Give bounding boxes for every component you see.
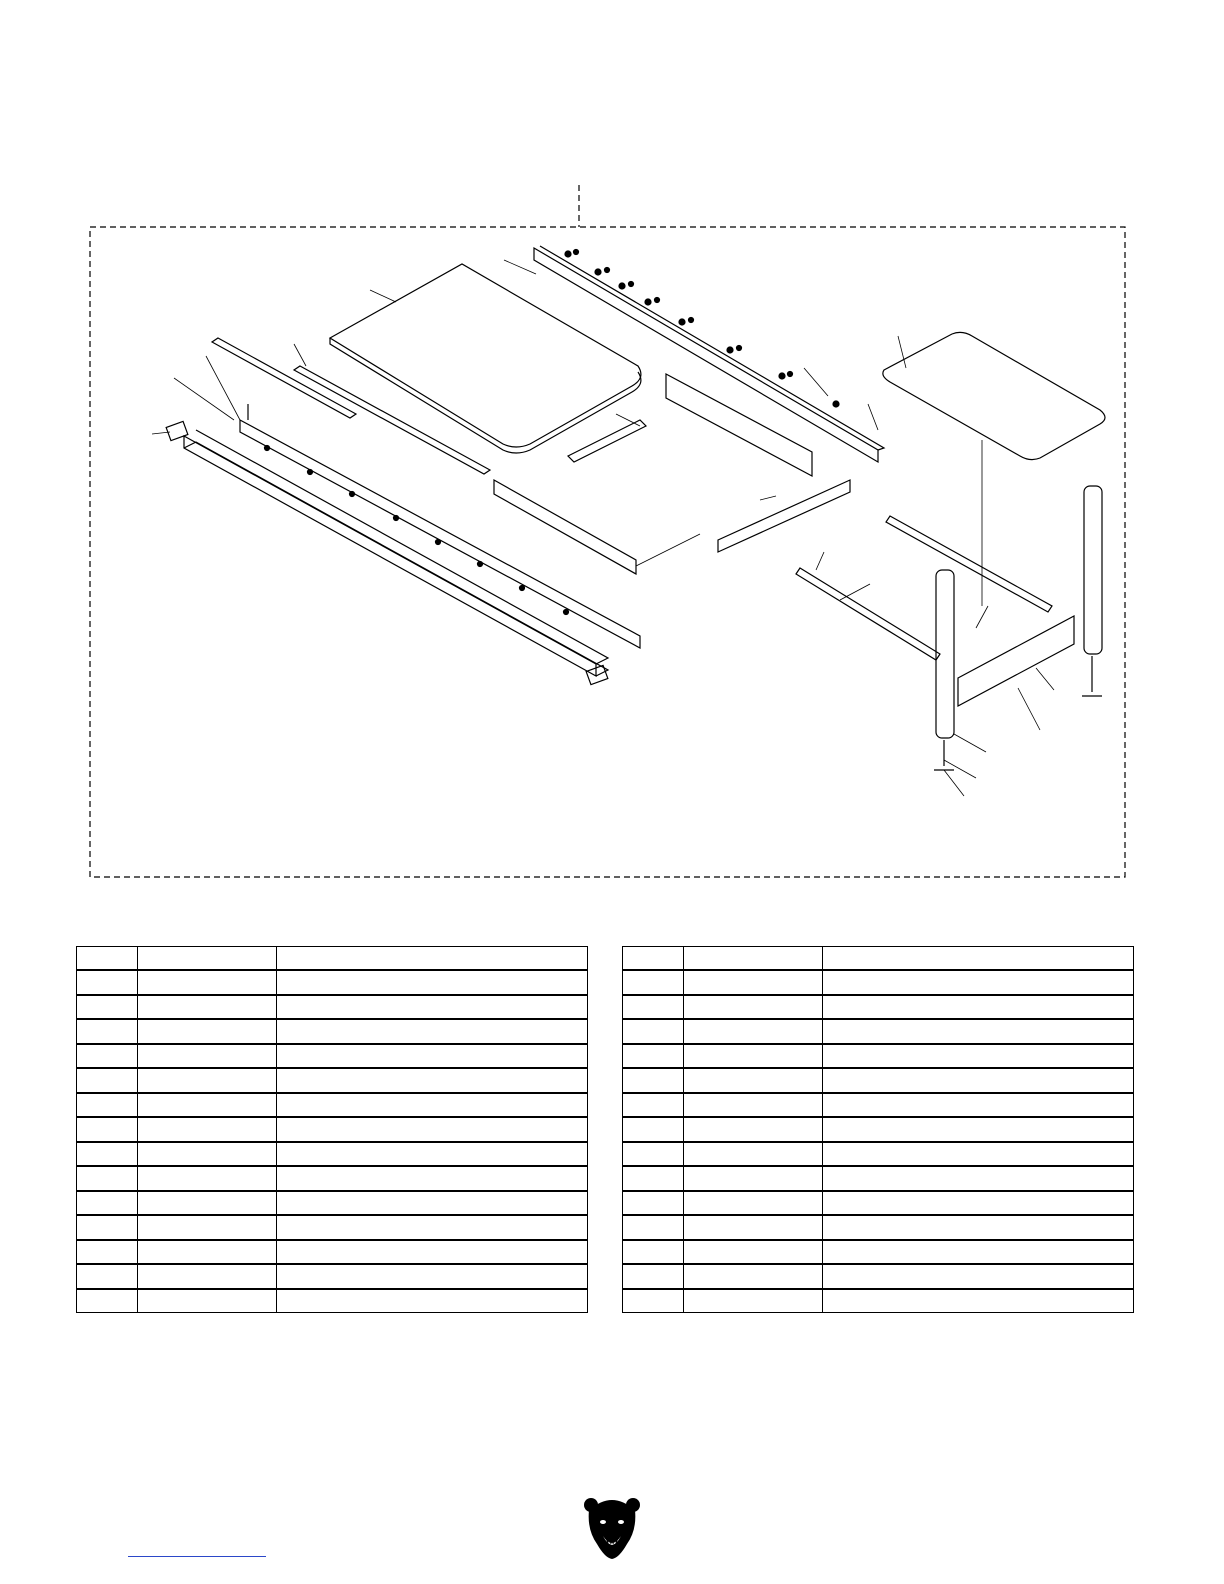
table-row (77, 1264, 588, 1289)
table-row (623, 1117, 1134, 1142)
front-rail (166, 421, 608, 684)
leg-front (934, 570, 954, 770)
table-row (623, 1093, 1134, 1118)
rear-rail (534, 246, 884, 462)
table-row (623, 970, 1134, 995)
leg-brace (958, 616, 1074, 706)
center-rail (494, 480, 636, 574)
table-header-row (77, 947, 588, 971)
parts-table-right (622, 946, 1134, 1313)
table-row (77, 1019, 588, 1044)
table-row (77, 1093, 588, 1118)
link-line (636, 534, 700, 566)
table-left-body (77, 970, 588, 1313)
header-ref (623, 947, 684, 971)
table-row (77, 1215, 588, 1240)
header-description (823, 947, 1134, 971)
small-bracket (568, 420, 646, 462)
table-row (77, 1117, 588, 1142)
table-row (623, 995, 1134, 1020)
header-ref (77, 947, 138, 971)
table-row (623, 1142, 1134, 1167)
header-part (684, 947, 823, 971)
main-table-board (330, 264, 641, 453)
assembly-frame (90, 227, 1125, 877)
callout-leaders (152, 260, 1054, 796)
rail-bolts (565, 250, 839, 408)
angle-bracket-rail (240, 404, 640, 648)
table-row (623, 1289, 1134, 1313)
table-row (623, 1019, 1134, 1044)
leg-rear (1082, 486, 1102, 696)
table-row (623, 1166, 1134, 1191)
cross-rail (718, 480, 850, 552)
footer-link[interactable] (128, 1556, 266, 1557)
table-row (623, 1264, 1134, 1289)
parts-table-left (76, 946, 588, 1313)
table-row (623, 1191, 1134, 1216)
table-row (77, 1142, 588, 1167)
right-table-board (883, 332, 1105, 459)
table-row (77, 1044, 588, 1069)
table-row (77, 1289, 588, 1313)
table-right-body (623, 970, 1134, 1313)
bracket-fasteners (265, 446, 569, 615)
side-rail-right (886, 516, 1052, 612)
table-row (77, 1240, 588, 1265)
table-row (623, 1068, 1134, 1093)
table-row (77, 1191, 588, 1216)
table-row (77, 970, 588, 995)
support-bar (796, 568, 940, 660)
table-row (77, 1068, 588, 1093)
header-part (138, 947, 277, 971)
table-row (623, 1215, 1134, 1240)
table-row (77, 995, 588, 1020)
table-row (623, 1240, 1134, 1265)
trim-strip-1 (212, 338, 356, 418)
table-header-row (623, 947, 1134, 971)
table-row (77, 1166, 588, 1191)
mid-frame-rail (666, 374, 812, 476)
table-row (623, 1044, 1134, 1069)
header-description (277, 947, 588, 971)
bear-head-icon (583, 1496, 641, 1560)
